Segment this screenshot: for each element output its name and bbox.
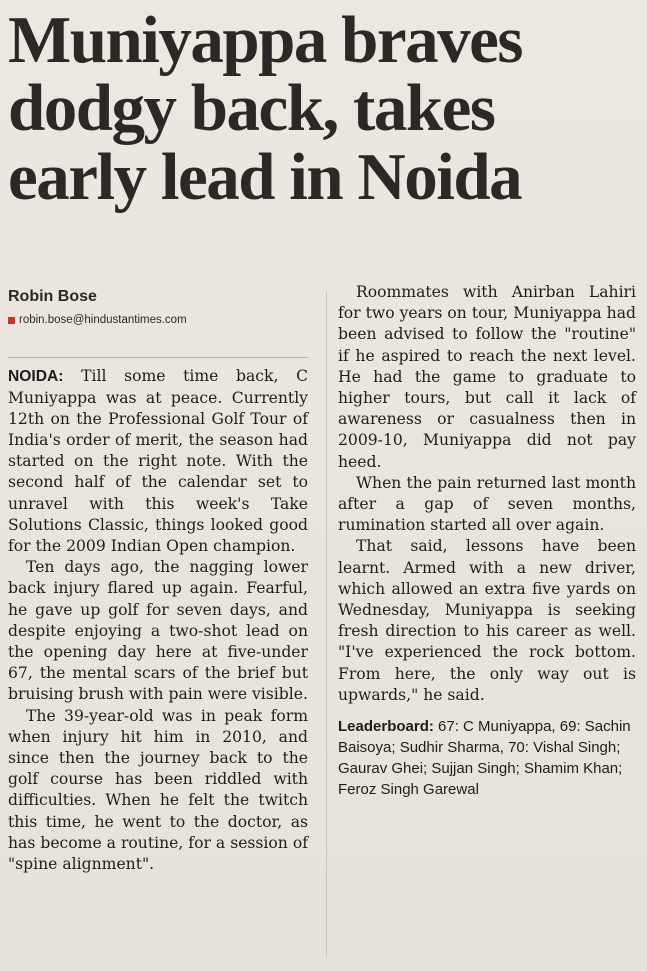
paragraph-1 [8,366,308,557]
author-email: robin.bose@hindustantimes.com [19,314,187,327]
headline-line-1: Muniyappa braves [8,3,522,77]
headline-line-2: dodgy back, takes [8,71,495,146]
square-bullet-icon [8,317,15,324]
author-name: Robin Bose [8,288,97,305]
paragraph-4: Roommates with Anirban Lahiri for two years on tour, Muniyappa had been advised to follow the "routine" if he aspired to reach the next level. He had the game to graduate to higher tours, but call it lack of awareness or casualness then in 2009-10, Muniyappa did not pay heed. [338,283,636,471]
author-email-row [8,310,308,358]
paragraph-3: The 39-year-old was in peak form when injury hit him in 2010, and since then the journey back to the golf course has been riddled with difficulties. When he felt the twitch this time, he went to the doctor, as has become a routine, for a session of "spine alignment". [8,706,308,874]
paragraph-1-text: Till some time back, C Muniyappa was at peace. Currently 12th on the Professional Golf Tour of India's order of merit, the season had started on the right note. With the second half of the calendar set to unravel with this week's Take Solutions Classic, things looked good for the 2009 Indian Open champion. [8,367,308,556]
paragraph-5: When the pain returned last month after a gap of seven months, rumination started all over again. [338,473,636,535]
dateline: NOIDA: [8,368,64,386]
leaderboard-text: 67: C Muniyappa, 69: Sachin Baisoya; Sudhir Sharma, 70: Vishal Singh; Gaurav Ghei; Sujjan Singh; Shamim Khan; Feroz Singh Garewal [338,718,631,799]
article-column-1 [8,286,308,875]
headline [8,3,638,214]
headline-line-3: early lead in Noida [8,139,522,214]
leaderboard-label: Leaderboard: [338,718,434,736]
paragraph-2: Ten days ago, the nagging lower back injury flared up again. Fearful, he gave up golf for seven days, and despite enjoying a two-shot lead on the opening day here at five-under 67, the mental scars of the brief but bruising brush with pain were visible. [8,558,308,704]
leaderboard [338,716,636,800]
paragraph-6: That said, lessons have been learnt. Armed with a new driver, which allowed an extra five yards on Wednesday, Muniyappa is seeking fresh direction to his career as well. "I've experienced the rock bottom. From here, the only way out is upwards," he said. [338,537,636,704]
article-column-2 [338,282,636,800]
column-divider [326,292,327,957]
